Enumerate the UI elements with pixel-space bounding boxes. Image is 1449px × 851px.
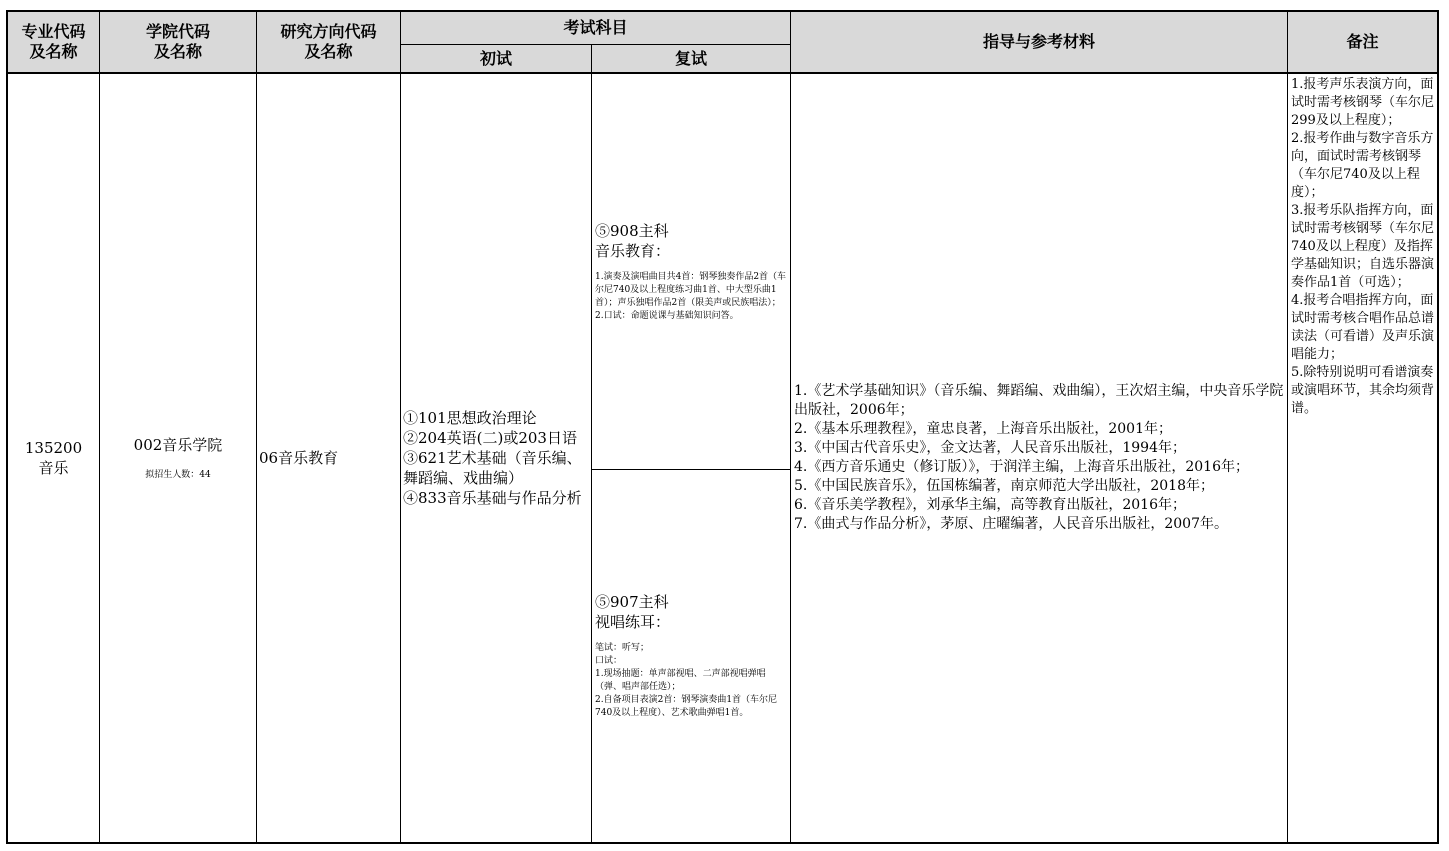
first-exam-subject: ④833音乐基础与作品分析 [403,489,582,507]
notes-cell: 1.报考声乐表演方向，面试时需考核钢琴（车尔尼299及以上程度）； 2.报考作曲与数字音乐方向，面试时需考核钢琴（车尔尼740及以上程度）； 3.报考乐队指挥方向，面试时需考核钢琴（车尔尼740及以上程度）及指挥学基础知识；自选乐器演奏作品1首（可选）； 4.报考合唱指挥方向，面试时需考核合唱作品总谱读法（可看谱）及声乐演唱能力； 5.除特别说明可看谱演奏或演唱环节，其余均须背谱。 [1291,77,1435,416]
header-exam-subjects: 考试科目 [401,12,790,44]
retest-cell-2 [595,470,789,842]
retest-2-detail: 笔试：听写； 口试： 1.现场抽题：单声部视唱、二声部视唱弹唱（弹、唱声部任选）； 2.自备项目表演2首：钢琴演奏曲1首（车尔尼740及以上程度）、艺术歌曲弹唱1首。 [595,643,778,718]
reference-item: 7.《曲式与作品分析》，茅原、庄曜编著，人民音乐出版社，2007年。 [794,516,1228,532]
major-cell [8,74,99,842]
reference-item: 5.《中国民族音乐》，伍国栋编著，南京师范大学出版社，2018年； [794,478,1214,494]
col-divider [256,12,257,842]
header-notes: 备注 [1288,12,1437,72]
reference-item: 2.《基本乐理教程》，童忠良著，上海音乐出版社，2001年； [794,421,1172,437]
college-cell [100,74,256,842]
reference-item: 3.《中国古代音乐史》，金文达著，人民音乐出版社，1994年； [794,440,1186,456]
retest-2-title: ⑤907主科 视唱练耳： [595,593,671,631]
reference-item: 6.《音乐美学教程》，刘承华主编，高等教育出版社，2016年； [794,497,1186,513]
col-divider [1287,12,1288,842]
first-exam-subject: ②204英语(二)或203日语 [403,429,577,447]
header-exam-first: 初试 [401,45,591,72]
major-name: 音乐 [38,459,69,477]
direction-name: 06音乐教育 [259,449,339,467]
header-sub-divider [400,44,791,45]
materials-cell [794,74,1286,842]
enrollment-count: 拟招生人数：44 [145,469,211,480]
college-name: 002音乐学院 [133,435,223,454]
first-exam-subject: ①101思想政治理论 [403,409,537,427]
header-college: 学院代码 及名称 [100,12,256,72]
col-divider [591,44,592,842]
reference-item: 1.《艺术学基础知识》（音乐编、舞蹈编、戏曲编），王次炤主编，中央音乐学院出版社，2006年； [794,383,1284,418]
header-exam-retest: 复试 [592,45,790,72]
first-exam-subject: ③621艺术基础（音乐编、舞蹈编、戏曲编） [403,449,582,487]
direction-cell [259,74,399,842]
reference-item: 4.《西方音乐通史（修订版）》，于润洋主编，上海音乐出版社，2016年； [794,459,1249,475]
retest-1-title: ⑤908主科 音乐教育： [595,221,671,260]
col-divider [790,12,791,842]
retest-cell-1 [595,74,789,469]
major-code: 135200 [24,439,83,457]
admission-table [6,10,1439,844]
col-divider [400,12,401,842]
header-direction: 研究方向代码 及名称 [257,12,400,72]
retest-1-detail: 1.演奏及演唱曲目共4首：钢琴独奏作品2首（车尔尼740及以上程度练习曲1首、中大型乐曲1首）；声乐独唱作品2首（限美声或民族唱法）； 2.口试：命题说课与基础知识问答。 [595,271,787,321]
header-materials: 指导与参考材料 [791,12,1287,72]
first-exam-cell [403,74,591,842]
header-major: 专业代码 及名称 [8,12,99,72]
